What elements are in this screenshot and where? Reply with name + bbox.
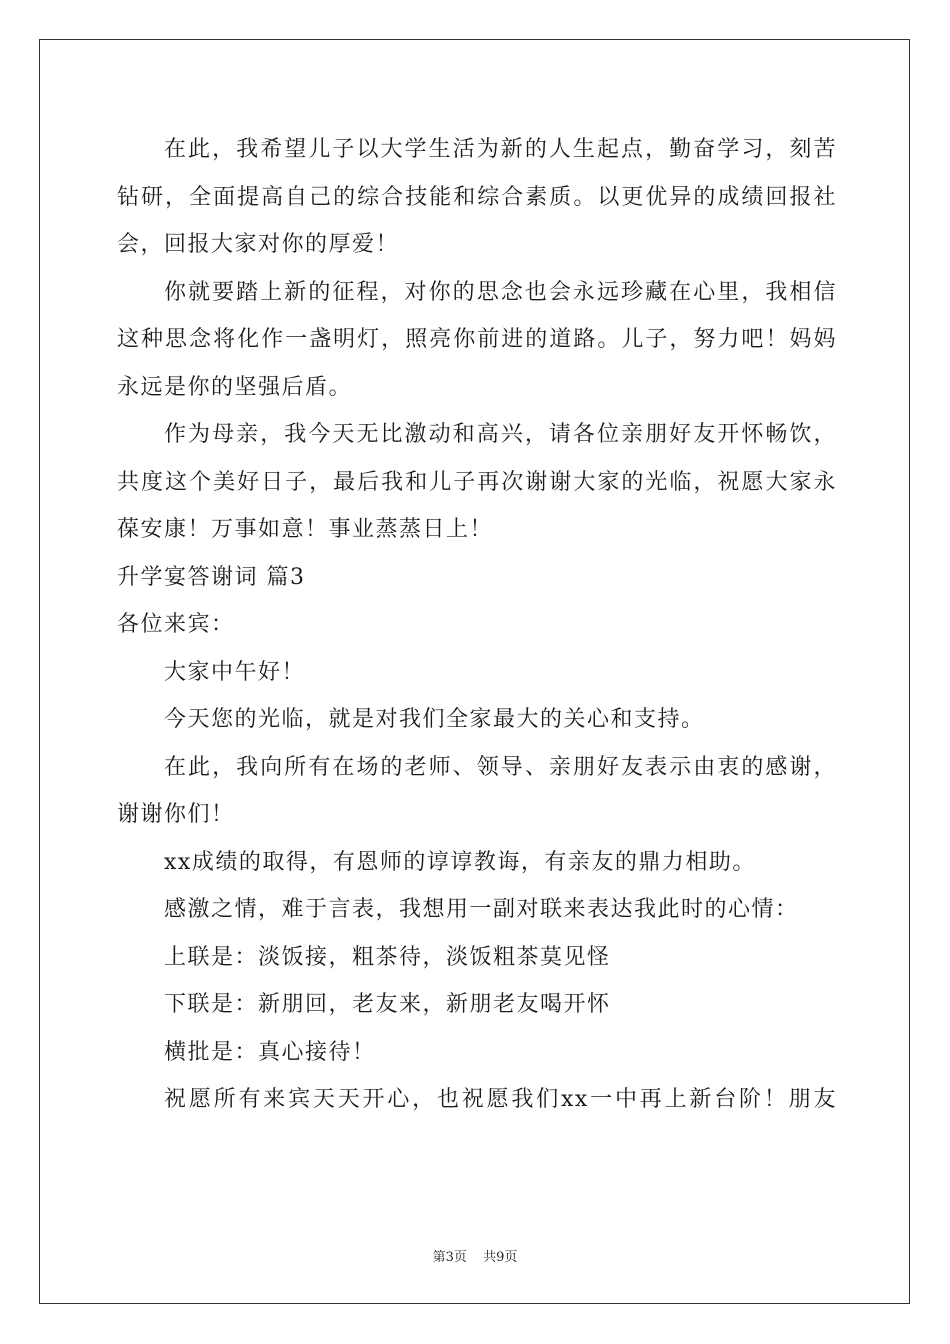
section-title: 升学宴答谢词 篇3 [117, 564, 306, 590]
paragraph-line: 葆安康！万事如意！事业蒸蒸日上！ [117, 517, 494, 542]
couplet-upper: 上联是：淡饭接，粗茶待，淡饭粗茶莫见怪 [164, 944, 611, 970]
paragraph-line: 共度这个美好日子，最后我和儿子再次谢谢大家的光临，祝愿大家永 [117, 469, 837, 495]
salutation: 各位来宾： [117, 612, 235, 637]
paragraph-line: 钻研，全面提高自己的综合技能和综合素质。以更优异的成绩回报社 [117, 184, 837, 210]
paragraph-line: xx成绩的取得，有恩师的谆谆教诲，有亲友的鼎力相助。 [164, 849, 756, 875]
paragraph-line: 感激之情，难于言表，我想用一副对联来表达我此时的心情： [164, 897, 799, 922]
paragraph-line: 你就要踏上新的征程，对你的思念也会永远珍藏在心里，我相信 [164, 279, 837, 305]
couplet-horizontal: 横批是：真心接待！ [164, 1039, 376, 1065]
paragraph-line: 在此，我向所有在场的老师、领导、亲朋好友表示由衷的感谢， [164, 754, 837, 780]
paragraph-line: 这种思念将化作一盏明灯，照亮你前进的道路。儿子，努力吧！妈妈 [117, 327, 837, 352]
paragraph-line: 作为母亲，我今天无比激动和高兴，请各位亲朋好友开怀畅饮， [164, 422, 837, 447]
couplet-lower: 下联是：新朋回，老友来，新朋老友喝开怀 [164, 992, 611, 1017]
paragraph-line: 今天您的光临，就是对我们全家最大的关心和支持。 [164, 707, 705, 732]
greeting: 大家中午好！ [164, 659, 306, 685]
paragraph-line: 在此，我希望儿子以大学生活为新的人生起点，勤奋学习，刻苦 [164, 137, 837, 162]
total-pages: 共9页 [483, 1250, 518, 1265]
paragraph-line: 会，回报大家对你的厚爱！ [117, 232, 400, 257]
current-page-number: 第3页 [432, 1250, 467, 1265]
paragraph-line: 祝愿所有来宾天天开心，也祝愿我们xx一中再上新台阶！朋友 [164, 1087, 837, 1112]
paragraph-line: 谢谢你们！ [117, 802, 235, 827]
paragraph-line: 永远是你的坚强后盾。 [117, 374, 353, 400]
page-footer [0, 1246, 950, 1265]
document-body [117, 126, 837, 1124]
